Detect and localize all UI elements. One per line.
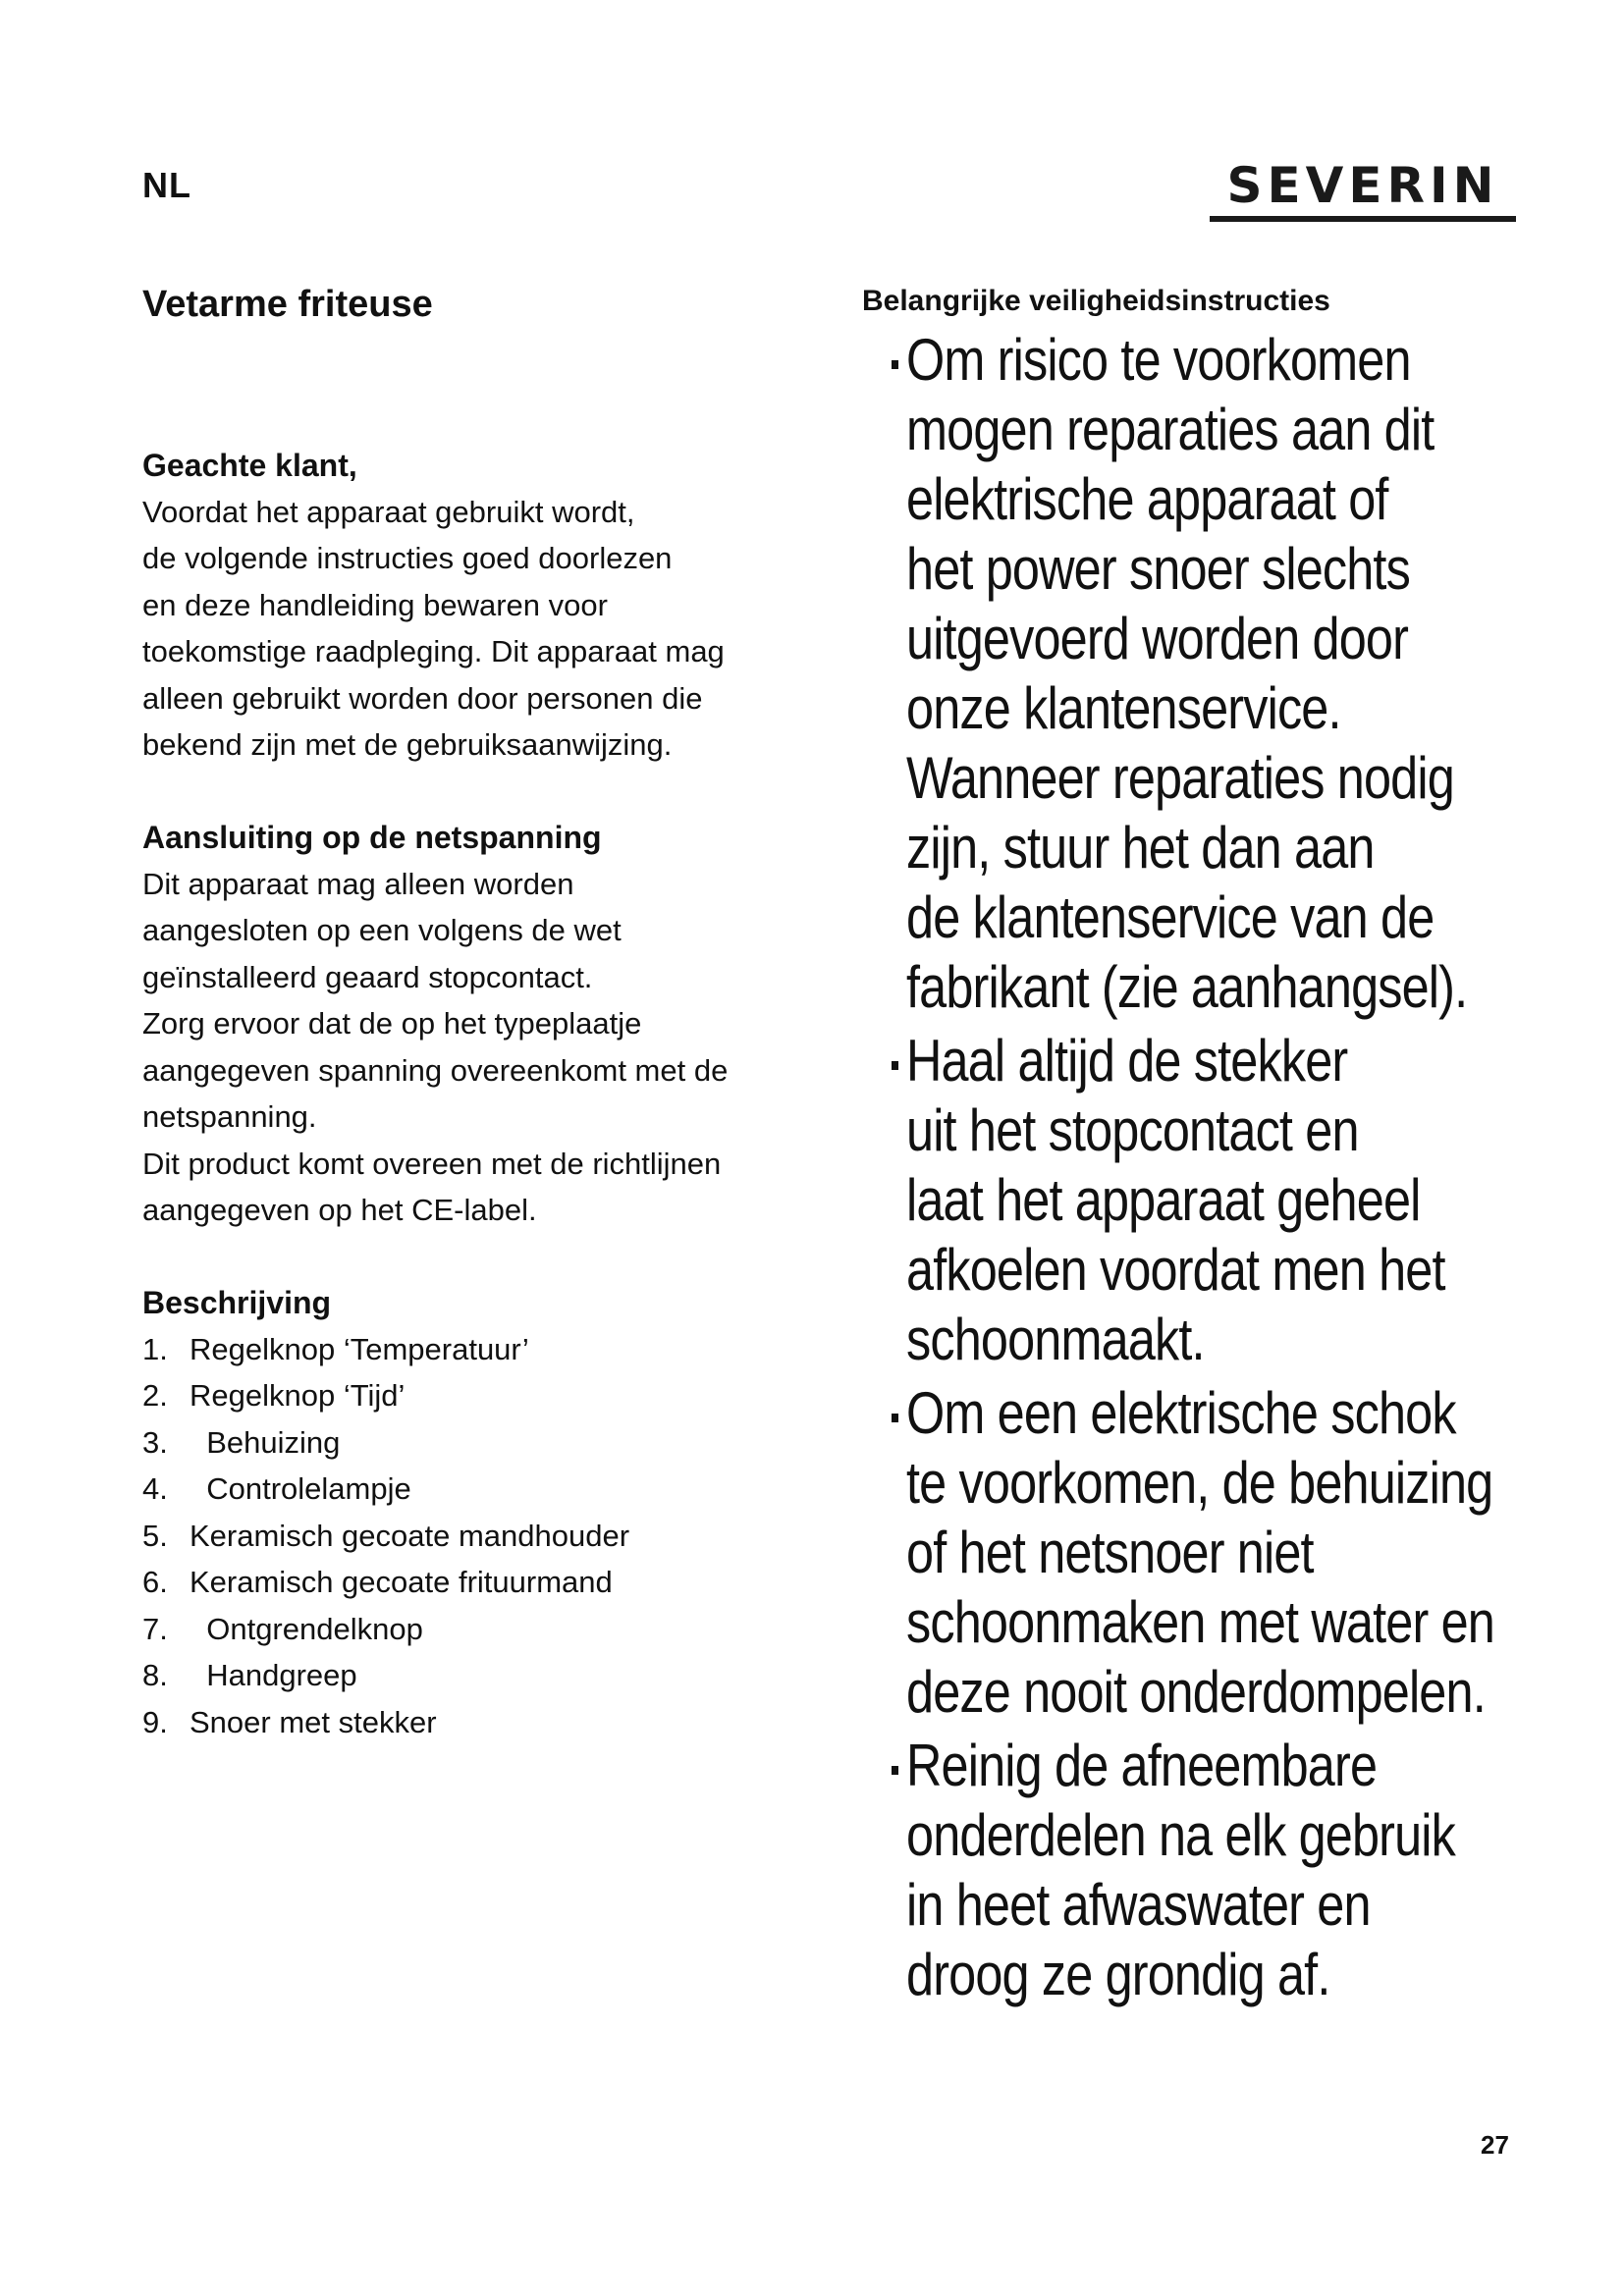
list-item-label: Keramisch gecoate mandhouder bbox=[189, 1518, 630, 1553]
greeting-text: Voordat het apparaat gebruikt wordt, de volgende instructies goed doorlezen en deze handleiding bewaren voor toekomstige raadpleging. Dit apparaat mag alleen gebruikt worden door personen die bekend zijn met de gebruiksaanwijzing. bbox=[142, 494, 725, 763]
list-item bbox=[142, 1419, 810, 1467]
bullet-icon bbox=[892, 1414, 898, 1422]
right-column bbox=[862, 285, 1549, 2013]
safety-item-text: Haal altijd de stekker uit het stopcontact en laat het apparaat geheel afkoelen voordat men het schoonmaakt. bbox=[906, 1028, 1445, 1372]
list-item-label: Regelknop ‘Tijd’ bbox=[189, 1378, 406, 1414]
list-item-number: 8. bbox=[142, 1658, 168, 1693]
list-item-label: Regelknop ‘Temperatuur’ bbox=[189, 1331, 529, 1366]
description-heading: Beschrijving bbox=[142, 1284, 332, 1320]
list-item-number: 2. bbox=[142, 1378, 168, 1414]
bullet-icon bbox=[892, 1061, 898, 1070]
list-item-number: 4. bbox=[142, 1471, 168, 1507]
list-item bbox=[142, 1652, 810, 1699]
connection-heading: Aansluiting op de netspanning bbox=[142, 819, 602, 855]
list-item-number: 7. bbox=[142, 1611, 168, 1646]
language-code: NL bbox=[142, 165, 191, 205]
greeting-section bbox=[142, 442, 810, 769]
safety-item bbox=[862, 1731, 1549, 2009]
bullet-icon bbox=[892, 360, 898, 369]
bullet-icon bbox=[892, 1766, 898, 1775]
list-item bbox=[142, 1559, 810, 1606]
brand-logo: SEVERIN bbox=[1210, 161, 1516, 222]
list-item bbox=[142, 1466, 810, 1513]
description-list bbox=[142, 1326, 810, 1746]
list-item bbox=[142, 1372, 810, 1419]
list-item-label: Snoer met stekker bbox=[189, 1704, 437, 1739]
list-item-label: Controlelampje bbox=[189, 1471, 411, 1507]
document-title: Vetarme friteuse bbox=[142, 284, 433, 325]
list-item-number: 3. bbox=[142, 1424, 168, 1460]
page-number: 27 bbox=[1481, 2130, 1509, 2160]
list-item bbox=[142, 1513, 810, 1560]
safety-item bbox=[862, 325, 1549, 1022]
list-item bbox=[142, 1699, 810, 1746]
list-item-number: 9. bbox=[142, 1704, 168, 1739]
left-column bbox=[142, 285, 810, 1790]
list-item-number: 6. bbox=[142, 1565, 168, 1600]
list-item-label: Behuizing bbox=[189, 1424, 341, 1460]
connection-text: Dit apparaat mag alleen worden aangesloten op een volgens de wet geïnstalleerd geaard stopcontact. Zorg ervoor dat de op het typeplaatje aangegeven spanning overeenkomt met de netspanning. Dit product komt overeen met de richtlijnen aangegeven op het CE-label. bbox=[142, 866, 729, 1228]
list-item-label: Ontgrendelknop bbox=[189, 1611, 423, 1646]
safety-item-text: Reinig de afneembare onderdelen na elk gebruik in heet afwaswater en droog ze grondig af. bbox=[906, 1733, 1456, 2007]
list-item bbox=[142, 1606, 810, 1653]
list-item-label: Handgreep bbox=[189, 1658, 357, 1693]
list-item-label: Keramisch gecoate frituurmand bbox=[189, 1565, 613, 1600]
list-item bbox=[142, 1326, 810, 1373]
safety-item-text: Om risico te voorkomen mogen reparaties aan dit elektrische apparaat of het power snoer slechts uitgevoerd worden door onze klantenservice. Wanneer reparaties nodig zijn, stuur het dan aan de klantenservice van de fabrikant (zie aanhangsel). bbox=[906, 327, 1468, 1020]
safety-item bbox=[862, 1026, 1549, 1374]
list-item-number: 1. bbox=[142, 1331, 168, 1366]
greeting-heading: Geachte klant, bbox=[142, 447, 357, 483]
safety-item bbox=[862, 1378, 1549, 1727]
safety-item-text: Om een elektrische schok te voorkomen, de behuizing of het netsnoer niet schoonmaken met water en deze nooit onderdompelen. bbox=[906, 1380, 1494, 1725]
safety-heading: Belangrijke veiligheidsinstructies bbox=[862, 285, 1330, 317]
list-item-number: 5. bbox=[142, 1518, 168, 1553]
description-section bbox=[142, 1279, 810, 1746]
connection-section bbox=[142, 814, 810, 1234]
